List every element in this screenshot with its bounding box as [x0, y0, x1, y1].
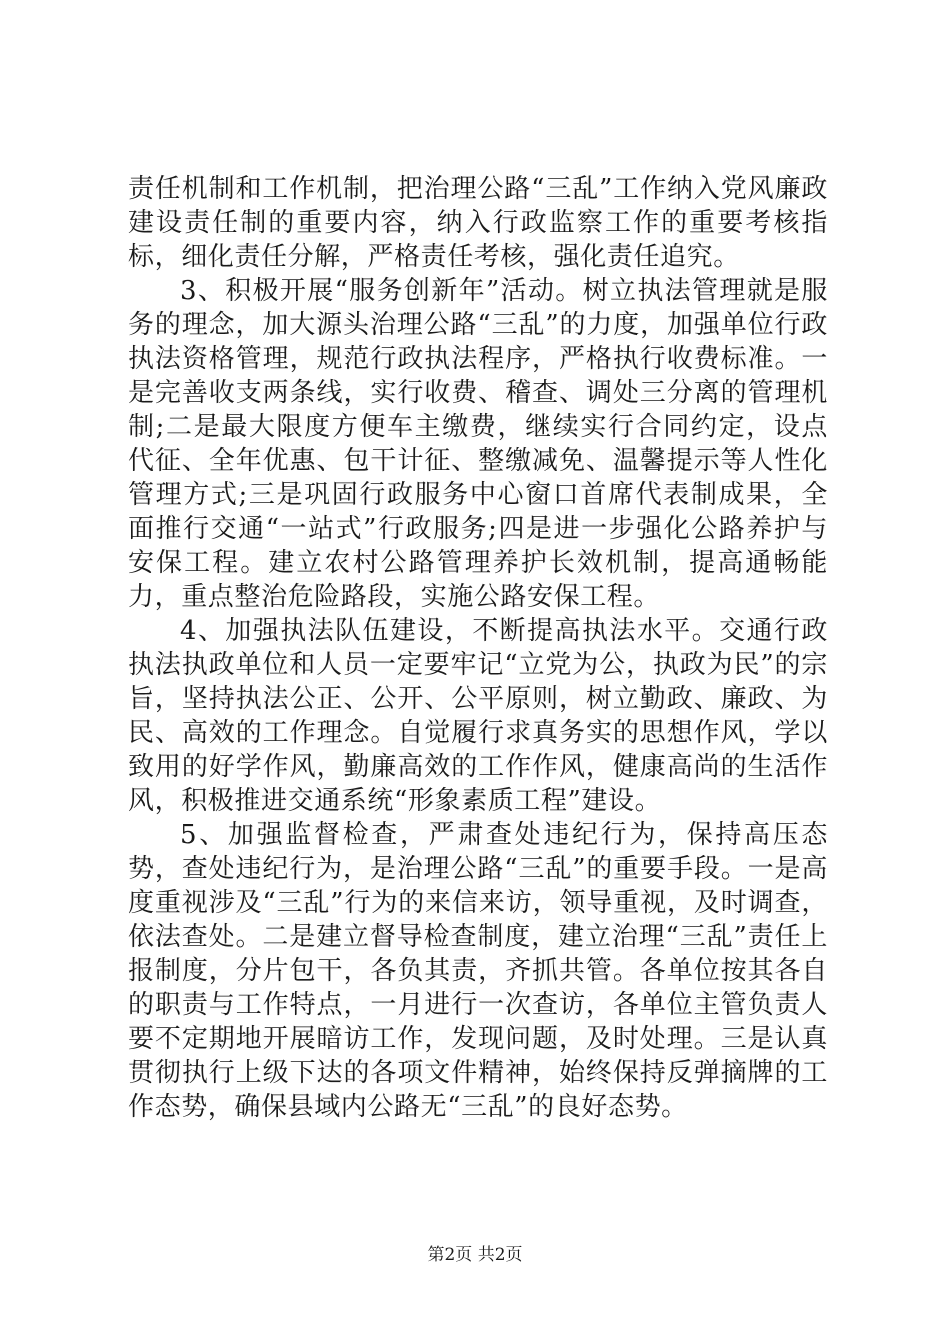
- paragraph-2: 3、积极开展“服务创新年”活动。树立执法管理就是服务的理念，加大源头治理公路“三乱”的力度，加强单位行政执法资格管理，规范行政执法程序，严格执行收费标准。一是完善收支两条线，实行收费、稽查、调处三分离的管理机制;二是最大限度方便车主缴费，继续实行合同约定，设点代征、全年优惠、包干计征、整缴减免、温馨提示等人性化管理方式;三是巩固行政服务中心窗口首席代表制成果，全面推行交通“一站式”行政服务;四是进一步强化公路养护与安保工程。建立农村公路管理养护长效机制，提高通畅能力，重点整治危险路段，实施公路安保工程。: [128, 276, 828, 612]
- paragraph-3: 4、加强执法队伍建设，不断提高执法水平。交通行政执法执政单位和人员一定要牢记“立党为公，执政为民”的宗旨，坚持执法公正、公开、公平原则，树立勤政、廉政、为民、高效的工作理念。自觉履行求真务实的思想作风，学以致用的好学作风，勤廉高效的工作作风，健康高尚的生活作风，积极推进交通系统“形象素质工程”建设。: [128, 616, 828, 816]
- paragraph-4: 5、加强监督检查，严肃查处违纪行为，保持高压态势，查处违纪行为，是治理公路“三乱”的重要手段。一是高度重视涉及“三乱”行为的来信来访，领导重视，及时调查，依法查处。二是建立督导检查制度，建立治理“三乱”责任上报制度，分片包干，各负其责，齐抓共管。各单位按其各自的职责与工作特点，一月进行一次查访，各单位主管负责人要不定期地开展暗访工作，发现问题，及时处理。三是认真贯彻执行上级下达的各项文件精神，始终保持反弹摘牌的工作态势，确保县域内公路无“三乱”的良好态势。: [128, 820, 828, 1122]
- paragraph-1: 责任机制和工作机制，把治理公路“三乱”工作纳入党风廉政建设责任制的重要内容，纳入行政监察工作的重要考核指标，细化责任分解，严格责任考核，强化责任追究。: [128, 174, 828, 272]
- page-number-footer: 第2页 共2页: [427, 1245, 523, 1265]
- document-body: [128, 172, 828, 1124]
